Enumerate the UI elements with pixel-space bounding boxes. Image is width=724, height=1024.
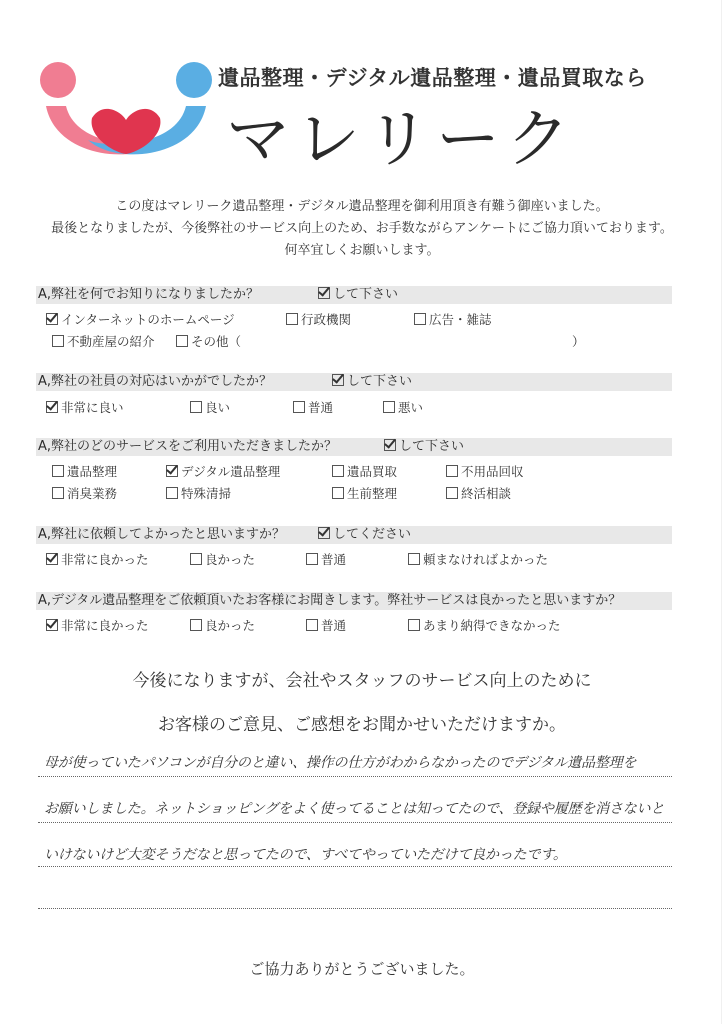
check-icon: [318, 287, 330, 299]
q3-option-deodorize[interactable]: 消臭業務: [52, 484, 117, 502]
checkbox-icon[interactable]: [166, 487, 178, 499]
question-1-note: して下さい: [333, 287, 399, 302]
q1-option-ad-magazine[interactable]: 広告・雑誌: [414, 310, 492, 328]
checkbox-icon[interactable]: [332, 465, 344, 477]
question-1-bar: [36, 286, 672, 304]
checkbox-icon[interactable]: [52, 487, 64, 499]
q5-option-not-satisfied[interactable]: あまり納得できなかった: [408, 616, 561, 634]
checkbox-icon[interactable]: [190, 553, 202, 565]
question-5-bar: [36, 592, 672, 610]
checkbox-icon[interactable]: [332, 487, 344, 499]
q2-option-normal[interactable]: 普通: [293, 398, 333, 416]
check-icon: [384, 439, 396, 451]
q5-option-good[interactable]: 良かった: [190, 616, 255, 634]
comment-rule: [38, 822, 672, 823]
comment-rule: [38, 908, 672, 909]
comment-line-3: いけないけど大変そうだなと思ってたので、すべてやっていただけて良かったです。: [44, 847, 567, 863]
q3-option-digital-cleanup[interactable]: デジタル遺品整理: [166, 462, 280, 480]
checkbox-checked-icon[interactable]: [46, 619, 58, 631]
intro-line-2: 最後となりましたが、今後弊社のサービス向上のため、お手数ながらアンケートにご協力頂いております。: [51, 221, 673, 236]
q3-option-living-cleanup[interactable]: 生前整理: [332, 484, 397, 502]
q3-option-special-cleaning[interactable]: 特殊清掃: [166, 484, 231, 502]
scan-edge: [721, 0, 722, 1024]
q1-option-homepage[interactable]: インターネットのホームページ: [46, 310, 235, 328]
q2-option-very-good[interactable]: 非常に良い: [46, 398, 124, 416]
q3-option-junk-removal[interactable]: 不用品回収: [446, 462, 524, 480]
checkbox-icon[interactable]: [306, 553, 318, 565]
intro-text: [0, 196, 724, 262]
checkbox-icon[interactable]: [383, 401, 395, 413]
checkbox-icon[interactable]: [190, 401, 202, 413]
q2-option-bad[interactable]: 悪い: [383, 398, 423, 416]
question-3-text: A,弊社のどのサービスをご利用いただきましたか？: [38, 439, 338, 454]
q1-option-other[interactable]: その他（: [176, 332, 241, 350]
closing-thanks: ご協力ありがとうございました。: [249, 960, 475, 978]
q4-option-normal[interactable]: 普通: [306, 550, 346, 568]
q4-option-regret[interactable]: 頼まなければよかった: [408, 550, 548, 568]
intro-line-3: 何卒宜しくお願いします。: [284, 243, 440, 258]
q4-option-good[interactable]: 良かった: [190, 550, 255, 568]
checkbox-icon[interactable]: [286, 313, 298, 325]
checkbox-icon[interactable]: [52, 465, 64, 477]
logo-blue-circle: [176, 62, 212, 98]
question-4-note: してください: [333, 527, 412, 542]
question-1-text: A,弊社を何でお知りになりましたか？: [38, 287, 260, 302]
comment-prompt-1: 今後になりますが、会社やスタッフのサービス向上のために: [132, 671, 592, 691]
question-4-text: A,弊社に依頼してよかったと思いますか？: [38, 527, 286, 542]
question-2-note: して下さい: [347, 374, 413, 389]
q3-option-buyback[interactable]: 遺品買取: [332, 462, 397, 480]
q3-option-estate-cleanup[interactable]: 遺品整理: [52, 462, 117, 480]
comment-rule: [38, 776, 672, 777]
intro-line-1: この度はマレリーク遺品整理・デジタル遺品整理を御利用頂き有難う御座いました。: [115, 199, 609, 214]
checkbox-icon[interactable]: [446, 487, 458, 499]
q2-option-good[interactable]: 良い: [190, 398, 230, 416]
question-2-bar: [36, 373, 672, 391]
q4-option-very-good[interactable]: 非常に良かった: [46, 550, 149, 568]
question-3-note: して下さい: [399, 439, 465, 454]
question-5-text: A,デジタル遺品整理をご依頼頂いたお客様にお聞きします。弊社サービスは良かったと思いますか？: [38, 593, 622, 608]
checkbox-checked-icon[interactable]: [46, 313, 58, 325]
checkbox-icon[interactable]: [306, 619, 318, 631]
checkbox-icon[interactable]: [414, 313, 426, 325]
comment-rule: [38, 866, 672, 867]
q5-option-normal[interactable]: 普通: [306, 616, 346, 634]
checkbox-icon[interactable]: [293, 401, 305, 413]
checkbox-icon[interactable]: [190, 619, 202, 631]
check-icon: [318, 527, 330, 539]
question-2-text: A,弊社の社員の対応はいかがでしたか？: [38, 374, 273, 389]
brand-name: マレリーク: [226, 103, 576, 177]
marereek-logo: [36, 58, 216, 168]
check-icon: [332, 374, 344, 386]
checkbox-checked-icon[interactable]: [46, 401, 58, 413]
checkbox-icon[interactable]: [408, 619, 420, 631]
q1-other-close: ）: [572, 334, 585, 349]
checkbox-icon[interactable]: [52, 335, 64, 347]
comment-prompt-2: お客様のご意見、ご感想をお聞かせいただけますか。: [158, 715, 566, 735]
q1-option-government[interactable]: 行政機関: [286, 310, 351, 328]
q1-option-realestate[interactable]: 不動産屋の紹介: [52, 332, 155, 350]
checkbox-icon[interactable]: [446, 465, 458, 477]
checkbox-icon[interactable]: [408, 553, 420, 565]
comment-line-1: 母が使っていたパソコンが自分のと違い、操作の仕方がわからなかったのでデジタル遺品整理を: [44, 755, 637, 771]
checkbox-checked-icon[interactable]: [166, 465, 178, 477]
question-3-bar: [36, 438, 672, 456]
q5-option-very-good[interactable]: 非常に良かった: [46, 616, 149, 634]
tagline: 遺品整理・デジタル遺品整理・遺品買取なら: [218, 66, 647, 90]
q3-option-end-of-life[interactable]: 終活相談: [446, 484, 511, 502]
question-4-bar: [36, 526, 672, 544]
comment-line-2: お願いしました。ネットショッピングをよく使ってることは知ってたので、登録や履歴を消さないと: [44, 801, 665, 817]
checkbox-checked-icon[interactable]: [46, 553, 58, 565]
checkbox-icon[interactable]: [176, 335, 188, 347]
logo-pink-circle: [40, 62, 76, 98]
